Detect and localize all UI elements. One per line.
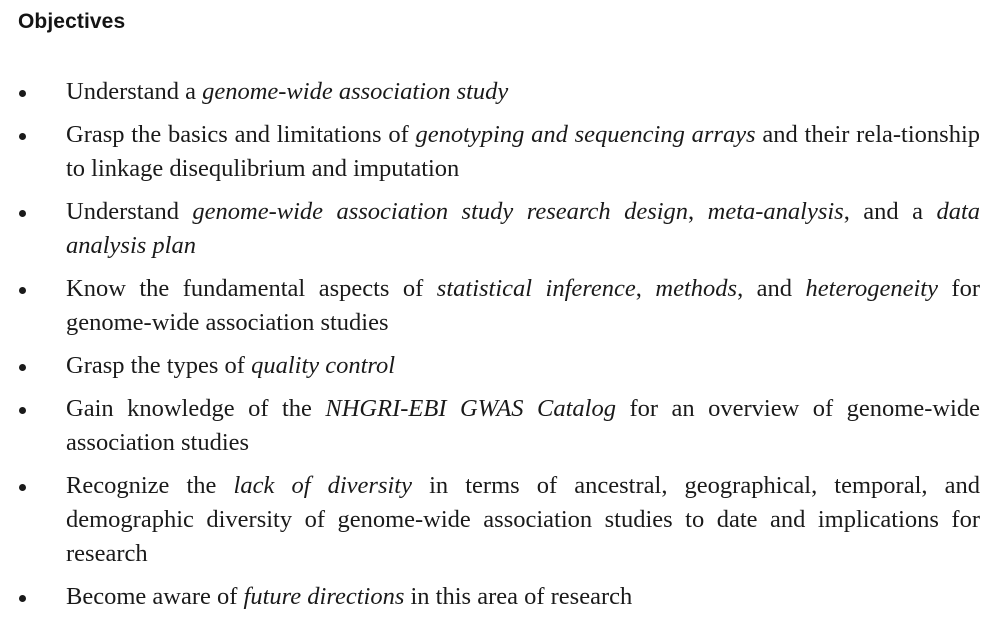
emphasized-term: statistical inference bbox=[436, 275, 636, 302]
objective-text-run: for an overview of genome-wide association studies bbox=[66, 395, 980, 456]
objective-text bbox=[66, 198, 980, 259]
objective-text-run: , bbox=[688, 198, 708, 225]
objective-text bbox=[66, 275, 980, 336]
objective-text-run: Know the fundamental aspects of bbox=[66, 275, 437, 302]
objective-text bbox=[66, 121, 980, 182]
bullet-dot-icon bbox=[18, 75, 30, 109]
bullet-dot-icon bbox=[18, 195, 30, 229]
objective-text-run: , and bbox=[737, 275, 806, 302]
objective-item bbox=[0, 75, 1005, 109]
objective-text-run: in terms of ancestral, geographical, temporal, and demographic diversity of genome-wide association studies to date and implications for research bbox=[66, 472, 980, 567]
emphasized-term: future directions bbox=[243, 583, 405, 610]
objective-text-run: in this area of research bbox=[404, 583, 633, 610]
emphasized-term: methods bbox=[655, 275, 738, 302]
emphasized-term: genome-wide association study research design bbox=[192, 198, 689, 225]
objective-text-run: Grasp the types of bbox=[66, 352, 252, 379]
objective-item bbox=[0, 392, 1005, 460]
bullet-dot-icon bbox=[18, 272, 30, 306]
objective-text-run: Recognize the bbox=[66, 472, 234, 499]
objective-item bbox=[0, 469, 1005, 571]
objective-text-run: , bbox=[635, 275, 656, 302]
emphasized-term: meta-analysis bbox=[707, 198, 844, 225]
objective-text bbox=[66, 352, 395, 379]
objective-item bbox=[0, 118, 1005, 186]
bullet-dot-icon bbox=[18, 392, 30, 426]
objective-text-run: for genome-wide association studies bbox=[66, 275, 980, 336]
section-heading: Objectives bbox=[18, 10, 126, 33]
objective-text-run: Gain knowledge of the bbox=[66, 395, 326, 422]
objective-item bbox=[0, 349, 1005, 383]
emphasized-term: heterogeneity bbox=[805, 275, 938, 302]
objectives-list bbox=[0, 75, 1005, 614]
emphasized-term: quality control bbox=[251, 352, 396, 379]
objective-text-run: , and a bbox=[843, 198, 937, 225]
objective-text-run: Grasp the basics and limitations of bbox=[66, 121, 416, 148]
objective-item bbox=[0, 195, 1005, 263]
objective-text-run: Understand bbox=[66, 198, 193, 225]
emphasized-term: NHGRI-EBI GWAS Catalog bbox=[325, 395, 616, 422]
objective-text bbox=[66, 78, 508, 105]
bullet-dot-icon bbox=[18, 118, 30, 152]
bullet-dot-icon bbox=[18, 349, 30, 383]
objective-item bbox=[0, 580, 1005, 614]
emphasized-term: lack of diversity bbox=[233, 472, 412, 499]
objective-text-run: and their rela-tionship to linkage disequlibrium and imputation bbox=[66, 121, 981, 182]
objective-text bbox=[66, 395, 980, 456]
objective-text-run: Become aware of bbox=[66, 583, 244, 610]
objective-item bbox=[0, 272, 1005, 340]
bullet-dot-icon bbox=[18, 469, 30, 503]
objective-text bbox=[66, 472, 980, 567]
emphasized-term: genome-wide association study bbox=[202, 78, 509, 105]
bullet-dot-icon bbox=[18, 580, 30, 614]
emphasized-term: genotyping and sequencing arrays bbox=[415, 121, 756, 148]
objective-text bbox=[66, 583, 632, 610]
objective-text-run: Understand a bbox=[66, 78, 203, 105]
emphasized-term: data analysis plan bbox=[66, 198, 981, 259]
